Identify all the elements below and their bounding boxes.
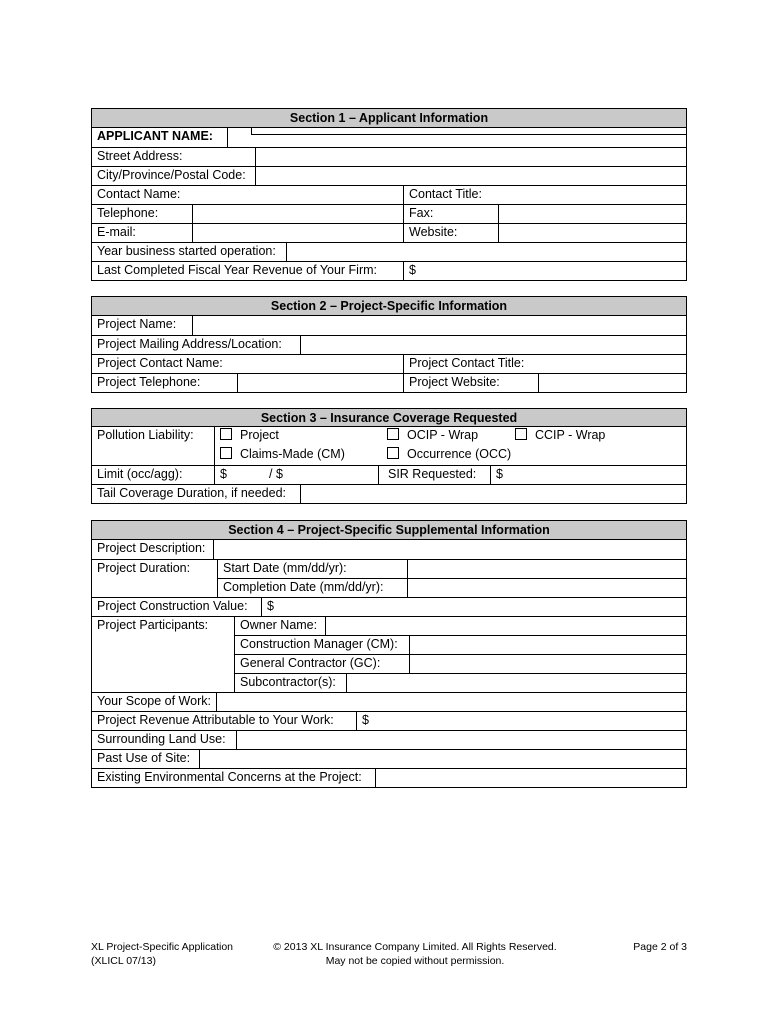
project-website-field[interactable]: [538, 374, 686, 392]
street-address-field[interactable]: [255, 148, 686, 166]
cm-spacer: [92, 635, 234, 654]
construction-value-field[interactable]: $: [261, 598, 686, 616]
city-label: City/Province/Postal Code:: [97, 168, 246, 182]
occurrence-checkbox[interactable]: [387, 447, 399, 459]
construction-value-label: Project Construction Value:: [97, 599, 248, 613]
email-label: E-mail:: [97, 225, 136, 239]
project-telephone-label: Project Telephone:: [97, 375, 201, 389]
occurrence-option[interactable]: [382, 446, 686, 465]
completion-date-label: Completion Date (mm/dd/yr):: [217, 578, 407, 597]
land-use-field[interactable]: [236, 731, 686, 749]
ccip-checkbox[interactable]: [515, 428, 527, 440]
email-row: [92, 223, 686, 242]
project-telephone-row: [92, 373, 686, 392]
email-field[interactable]: [192, 224, 403, 242]
land-use-row: [92, 730, 686, 749]
owner-row: [92, 616, 686, 635]
owner-name-label: Owner Name:: [234, 617, 325, 635]
completion-date-row: [92, 578, 686, 597]
construction-manager-field[interactable]: [409, 635, 686, 654]
form-code: (XLICL 07/13): [91, 955, 156, 967]
section-1-title: Section 1 – Applicant Information: [92, 109, 686, 128]
project-revenue-row: [92, 711, 686, 730]
year-started-field[interactable]: [286, 243, 686, 261]
ocip-checkbox[interactable]: [387, 428, 399, 440]
project-description-field[interactable]: [213, 540, 686, 559]
footer-center: [250, 940, 580, 968]
completion-date-field[interactable]: [407, 578, 686, 597]
section-2-title: Section 2 – Project-Specific Information: [92, 297, 686, 316]
project-website-label: Project Website:: [403, 374, 538, 392]
claims-spacer: [92, 446, 214, 465]
occurrence-option-label: Occurrence (OCC): [407, 447, 512, 461]
street-address-row: [92, 147, 686, 166]
limit-label: Limit (occ/agg):: [97, 467, 183, 481]
gc-spacer: [92, 654, 234, 673]
section-1-applicant-information: [91, 108, 687, 281]
sir-requested-field[interactable]: $: [490, 466, 686, 484]
footer-right: [600, 940, 687, 954]
project-option-label: Project: [240, 428, 279, 442]
project-contact-name-label: Project Contact Name:: [97, 356, 223, 370]
limit-row: [92, 465, 686, 484]
section-2-project-information: [91, 296, 687, 393]
ocip-option[interactable]: [382, 427, 510, 446]
website-label: Website:: [403, 224, 498, 242]
env-concerns-field[interactable]: [375, 769, 686, 787]
applicant-name-field-extended[interactable]: [251, 128, 686, 135]
subcontractors-label: Subcontractor(s):: [234, 673, 346, 692]
ccip-option[interactable]: [510, 427, 686, 446]
limit-agg-field[interactable]: / $: [269, 467, 283, 481]
contact-title-label: Contact Title:: [403, 186, 686, 204]
env-concerns-label: Existing Environmental Concerns at the Project:: [97, 770, 362, 784]
tail-coverage-row: [92, 484, 686, 503]
start-date-field[interactable]: [407, 560, 686, 578]
tail-coverage-label: Tail Coverage Duration, if needed:: [97, 486, 287, 500]
section-4-title: Section 4 – Project-Specific Supplemental Information: [92, 521, 686, 540]
past-use-label: Past Use of Site:: [97, 751, 191, 765]
scope-of-work-label: Your Scope of Work:: [97, 694, 211, 708]
claims-made-option[interactable]: [214, 446, 378, 465]
subcontractors-row: [92, 673, 686, 692]
year-started-label: Year business started operation:: [97, 244, 276, 258]
project-revenue-field[interactable]: $: [356, 712, 686, 730]
scope-of-work-row: [92, 692, 686, 711]
revenue-row: [92, 261, 686, 280]
past-use-field[interactable]: [199, 750, 686, 768]
project-telephone-field[interactable]: [237, 374, 403, 392]
claims-made-checkbox[interactable]: [220, 447, 232, 459]
pollution-liability-label: Pollution Liability:: [97, 428, 194, 442]
construction-value-row: [92, 597, 686, 616]
sir-requested-label: SIR Requested:: [378, 466, 490, 484]
project-contact-title-label: Project Contact Title:: [403, 355, 686, 373]
ccip-option-label: CCIP - Wrap: [535, 428, 606, 442]
page-number: Page 2 of 3: [633, 941, 687, 953]
claims-row: [92, 446, 686, 465]
project-revenue-label: Project Revenue Attributable to Your Work:: [97, 713, 334, 727]
land-use-label: Surrounding Land Use:: [97, 732, 226, 746]
owner-name-field[interactable]: [325, 617, 686, 635]
project-participants-label: Project Participants:: [97, 618, 209, 632]
general-contractor-field[interactable]: [409, 654, 686, 673]
telephone-field[interactable]: [192, 205, 403, 223]
contact-row: [92, 185, 686, 204]
applicant-name-row: [92, 128, 686, 147]
footer-left: [91, 940, 271, 968]
applicant-name-label: APPLICANT NAME:: [97, 129, 213, 143]
telephone-row: [92, 204, 686, 223]
telephone-label: Telephone:: [97, 206, 159, 220]
contact-name-label: Contact Name:: [97, 187, 181, 201]
section-3-insurance-coverage: [91, 408, 687, 504]
construction-manager-label: Construction Manager (CM):: [234, 635, 409, 654]
pollution-liability-row: [92, 427, 686, 446]
revenue-label: Last Completed Fiscal Year Revenue of Your Firm:: [97, 263, 378, 277]
city-field[interactable]: [255, 167, 686, 185]
cm-row: [92, 635, 686, 654]
project-checkbox[interactable]: [220, 428, 232, 440]
limit-occ-field[interactable]: $: [214, 466, 264, 484]
project-duration-row: [92, 559, 686, 578]
project-description-row: [92, 540, 686, 559]
completion-spacer: [92, 578, 217, 597]
copyright-notice: © 2013 XL Insurance Company Limited. All Rights Reserved.: [273, 941, 557, 953]
fax-field[interactable]: [498, 205, 686, 223]
form-name: XL Project-Specific Application: [91, 941, 234, 953]
applicant-name-field[interactable]: [227, 128, 251, 147]
section-4-supplemental-information: [91, 520, 687, 788]
past-use-row: [92, 749, 686, 768]
subcontractors-spacer: [92, 673, 234, 692]
general-contractor-label: General Contractor (GC):: [234, 654, 409, 673]
website-field[interactable]: [498, 224, 686, 242]
revenue-field[interactable]: $: [403, 262, 686, 280]
project-name-field[interactable]: [192, 316, 686, 335]
mailing-address-row: [92, 335, 686, 354]
mailing-address-label: Project Mailing Address/Location:: [97, 337, 282, 351]
mailing-address-field[interactable]: [300, 336, 686, 354]
ocip-option-label: OCIP - Wrap: [407, 428, 479, 442]
street-address-label: Street Address:: [97, 149, 183, 163]
project-contact-row: [92, 354, 686, 373]
copy-restriction: May not be copied without permission.: [325, 955, 505, 967]
tail-coverage-field[interactable]: [300, 485, 686, 503]
project-name-row: [92, 316, 686, 335]
section-3-title: Section 3 – Insurance Coverage Requested: [92, 409, 686, 427]
city-row: [92, 166, 686, 185]
scope-of-work-field[interactable]: [216, 693, 686, 711]
env-concerns-row: [92, 768, 686, 787]
project-option[interactable]: [214, 427, 378, 446]
project-description-label: Project Description:: [97, 541, 206, 555]
project-name-label: Project Name:: [97, 317, 177, 331]
start-date-label: Start Date (mm/dd/yr):: [217, 560, 407, 578]
fax-label: Fax:: [403, 205, 498, 223]
year-started-row: [92, 242, 686, 261]
claims-made-option-label: Claims-Made (CM): [240, 447, 345, 461]
gc-row: [92, 654, 686, 673]
project-duration-label: Project Duration:: [97, 561, 191, 575]
subcontractors-field[interactable]: [346, 673, 686, 692]
